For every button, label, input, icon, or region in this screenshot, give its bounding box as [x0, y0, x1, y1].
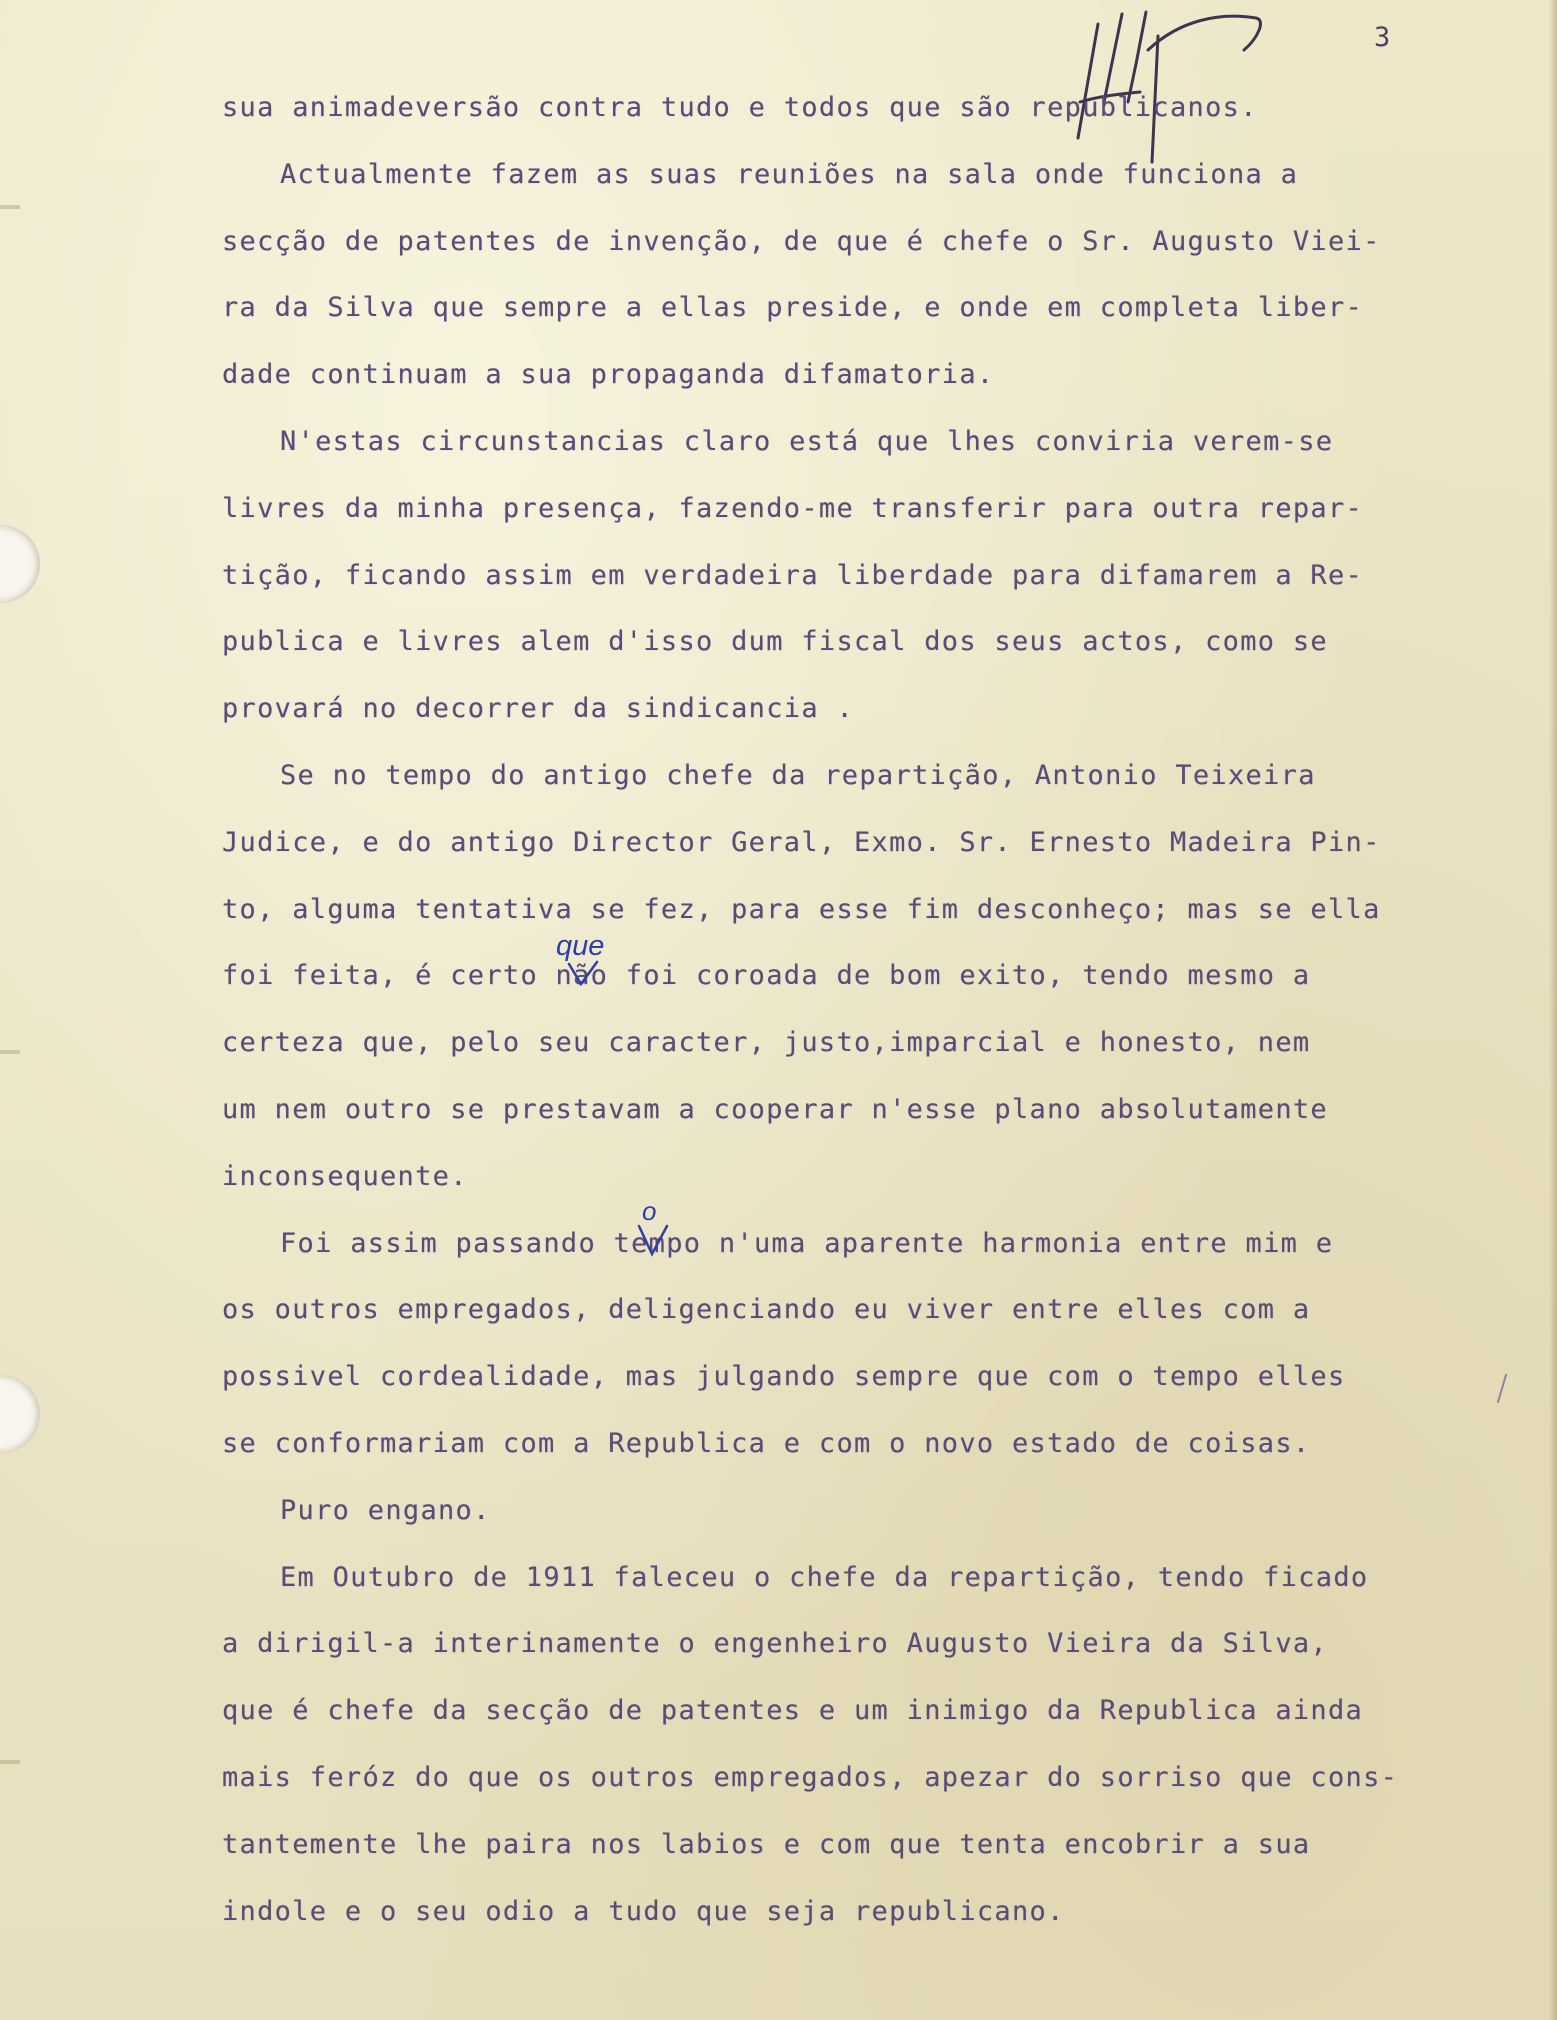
text-line: foi feita, é certo não foi coroada de bom exito, tendo mesmo a — [222, 960, 1311, 992]
text-line: os outros empregados, deligenciando eu viver entre elles com a — [222, 1294, 1311, 1326]
text-line: Puro engano. — [280, 1494, 491, 1526]
text-line: indole e o seu odio a tudo que seja republicano. — [222, 1895, 1065, 1927]
text-line: possivel cordealidade, mas julgando sempre que com o tempo elles — [222, 1361, 1346, 1393]
punch-hole — [0, 525, 40, 603]
paper-crease — [0, 1050, 20, 1054]
insertion-caret-icon — [636, 1222, 670, 1258]
text-line: provará no decorrer da sindicancia . — [222, 693, 854, 725]
text-line: se conformariam com a Republica e com o novo estado de coisas. — [222, 1427, 1311, 1459]
text-line: Em Outubro de 1911 faleceu o chefe da repartição, tendo ficado — [280, 1561, 1369, 1593]
text-line: N'estas circunstancias claro está que lhes conviria verem-se — [280, 425, 1334, 457]
text-line: secção de patentes de invenção, de que é chefe o Sr. Augusto Viei- — [222, 225, 1381, 257]
text-line: dade continuam a sua propaganda difamatoria. — [222, 359, 995, 391]
text-line: um nem outro se prestavam a cooperar n'esse plano absolutamente — [222, 1093, 1328, 1125]
text-line: ra da Silva que sempre a ellas preside, e onde em completa liber- — [222, 292, 1364, 324]
text-line: tantemente lhe paira nos labios e com que tenta encobrir a sua — [222, 1828, 1311, 1860]
text-line: inconsequente. — [222, 1160, 468, 1192]
text-line: to, alguma tentativa se fez, para esse fim desconheço; mas se ella — [222, 893, 1381, 925]
paper-edge-shadow — [1549, 0, 1557, 2020]
pencil-mark — [1494, 1372, 1510, 1406]
handwritten-insert-o: o — [642, 1196, 657, 1226]
text-line: certeza que, pelo seu caracter, justo,imparcial e honesto, nem — [222, 1027, 1311, 1059]
paper-crease — [0, 205, 20, 209]
handwritten-insert-que: que — [556, 930, 605, 962]
text-line: Foi assim passando tempo n'uma aparente harmonia entre mim e — [280, 1227, 1334, 1259]
text-line: mais feróz do que os outros empregados, apezar do sorriso que cons- — [222, 1761, 1399, 1793]
text-line: Judice, e do antigo Director Geral, Exmo. Sr. Ernesto Madeira Pin- — [222, 826, 1381, 858]
page-number: 3 — [1374, 22, 1391, 53]
letter-body — [222, 88, 1542, 1958]
text-line: Actualmente fazem as suas reuniões na sala onde funciona a — [280, 158, 1299, 190]
text-line: a dirigil-a interinamente o engenheiro Augusto Vieira da Silva, — [222, 1628, 1328, 1660]
paper-crease — [0, 1760, 20, 1764]
text-line: livres da minha presença, fazendo-me transferir para outra repar- — [222, 492, 1364, 524]
text-line: sua animadeversão contra tudo e todos que são republicanos. — [222, 92, 1258, 123]
text-line: publica e livres alem d'isso dum fiscal dos seus actos, como se — [222, 626, 1328, 658]
text-line: Se no tempo do antigo chefe da repartição, Antonio Teixeira — [280, 759, 1316, 791]
insertion-caret-icon — [566, 960, 600, 988]
text-line: tição, ficando assim em verdadeira liberdade para difamarem a Re- — [222, 559, 1364, 591]
punch-hole — [0, 1375, 40, 1453]
text-line: que é chefe da secção de patentes e um inimigo da Republica ainda — [222, 1695, 1364, 1727]
